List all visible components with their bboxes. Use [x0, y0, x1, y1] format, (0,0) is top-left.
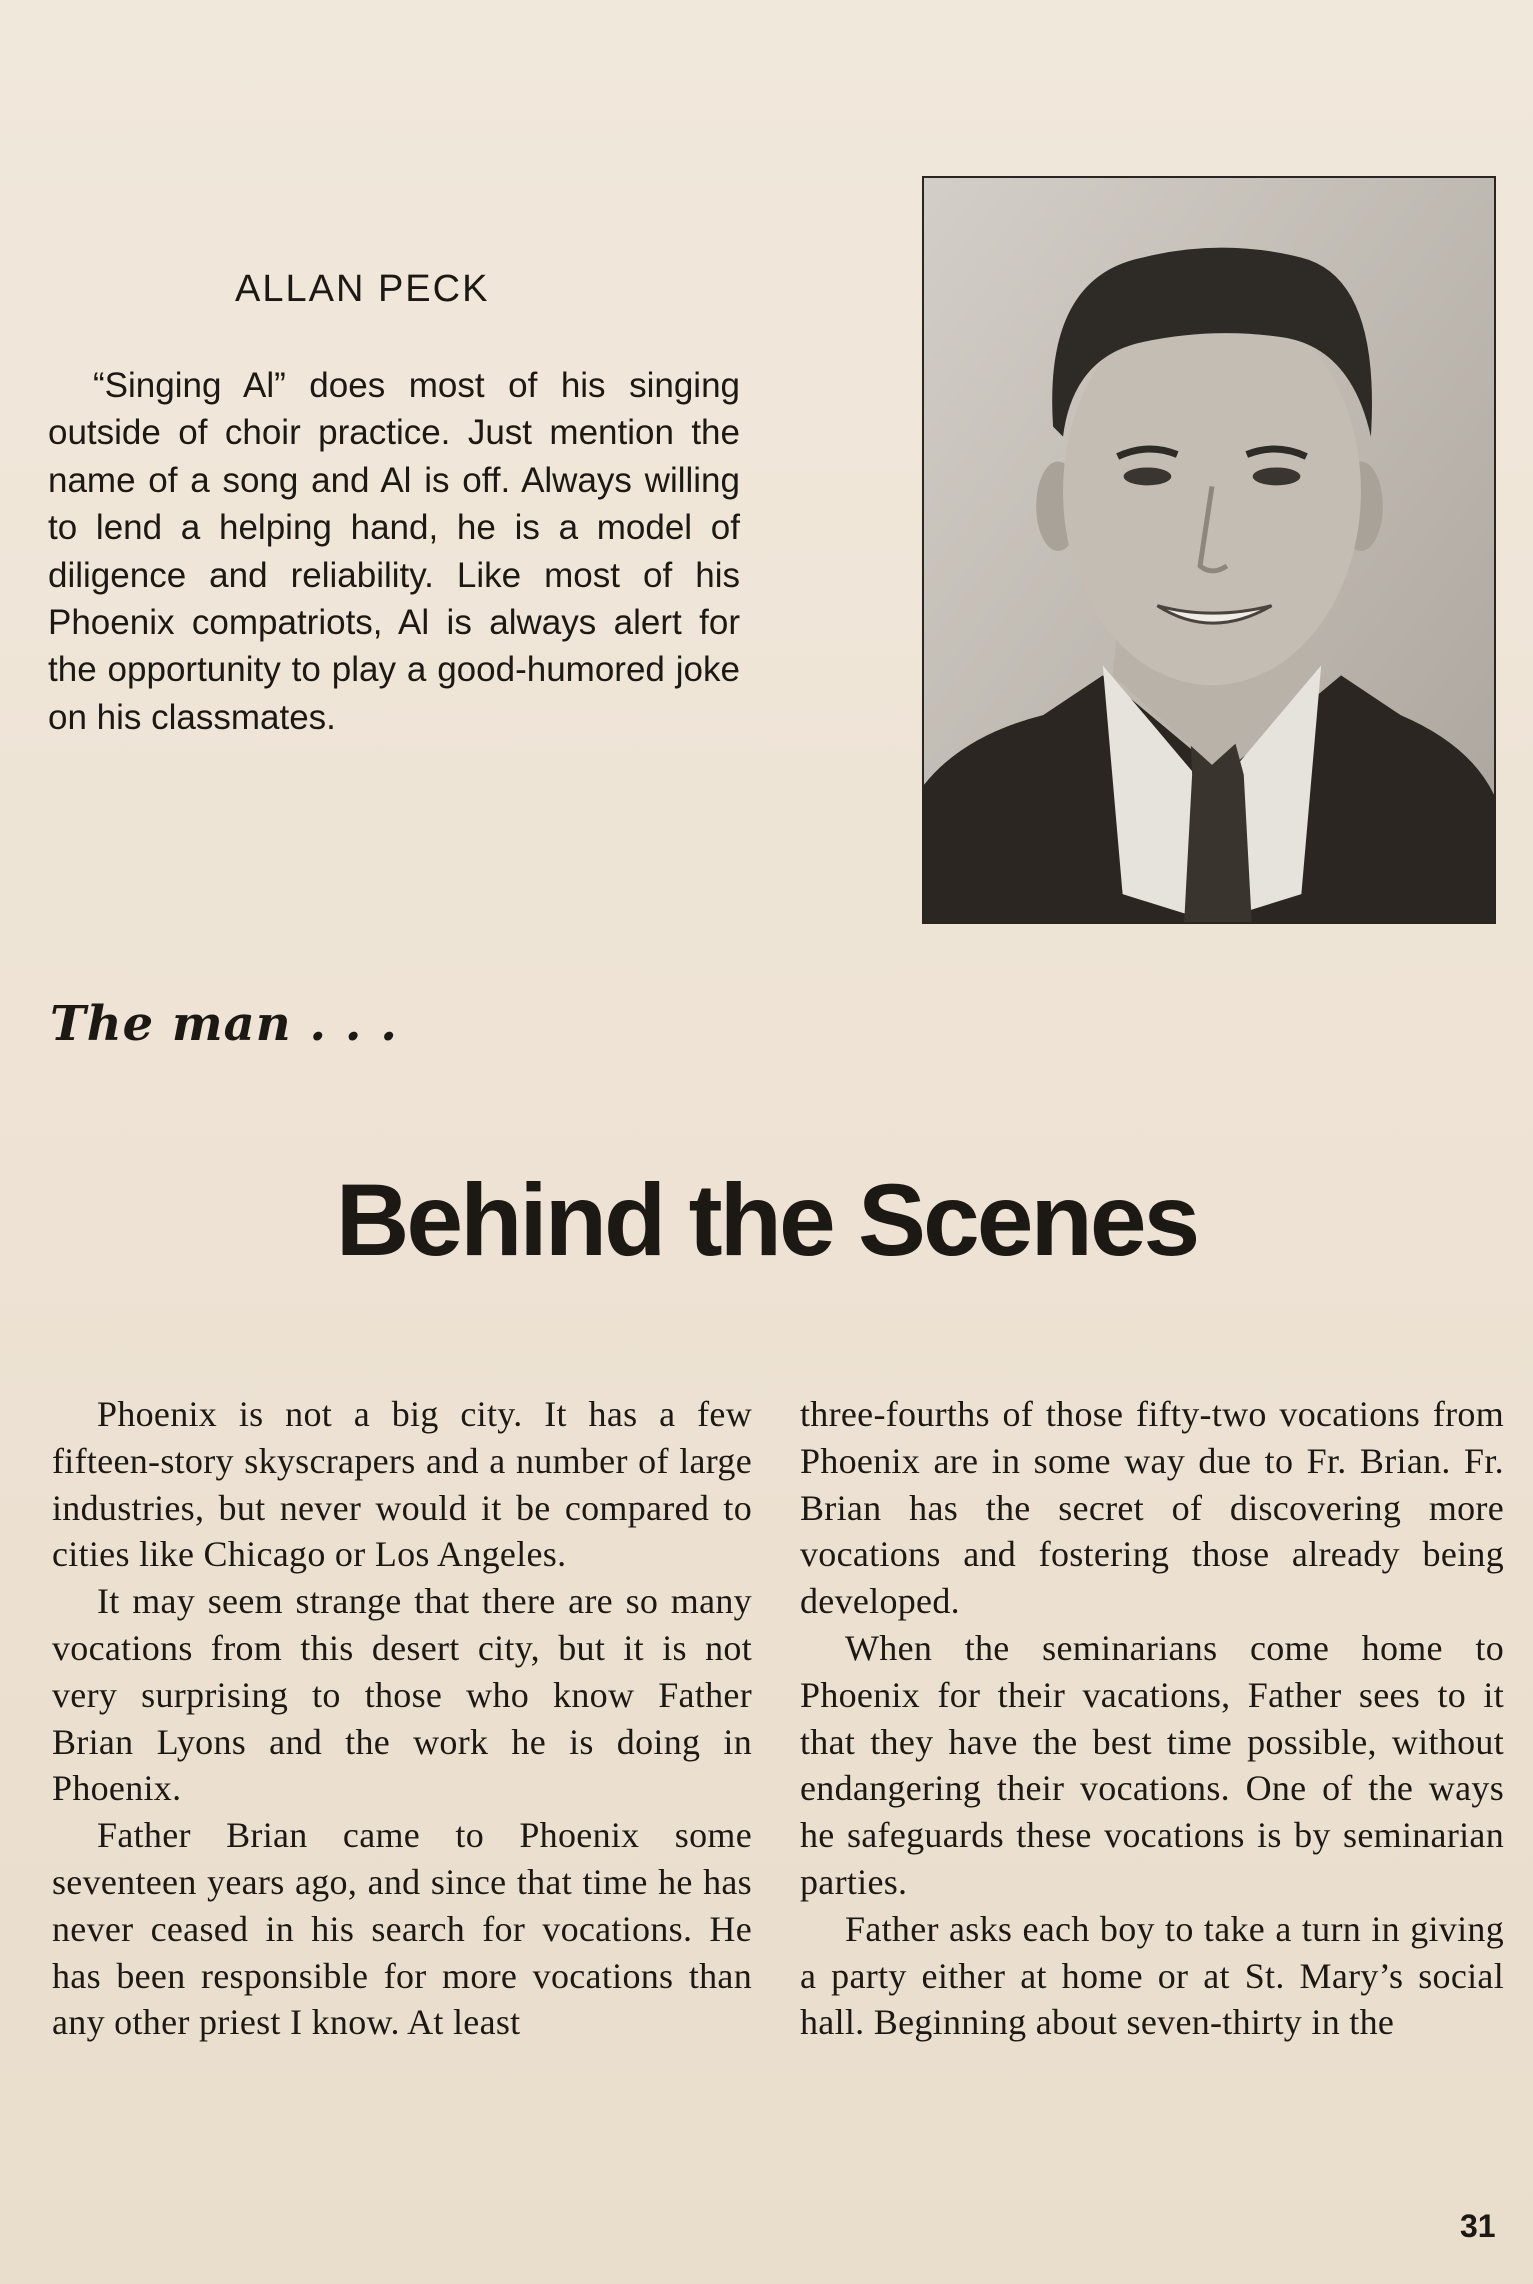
- article-column-left: [52, 1391, 752, 2046]
- article-headline: Behind the Scenes: [335, 1163, 1198, 1277]
- profile-bio-text: “Singing Al” does most of his singing outside of choir practice. Just mention the name of a song and Al is off. Always willing to lend a helping hand, he is a model of diligence and reliability. Like most of his Phoenix compatriots, Al is always alert for the opportunity to play a good-humored joke on his classmates.: [48, 366, 740, 737]
- profile-name: ALLAN PECK: [235, 268, 490, 310]
- article-kicker: The man . . .: [50, 996, 398, 1052]
- portrait-image: [924, 178, 1494, 922]
- paragraph: When the seminarians come home to Phoenix for their vacations, Father sees to it that they have the best time possible, without endangering their vocations. One of the ways he safeguards these vocations is by seminarian parties.: [800, 1627, 1504, 1902]
- profile-bio: [48, 362, 740, 741]
- portrait-photo: [922, 176, 1496, 924]
- article-column-right: [800, 1391, 1504, 2046]
- paragraph: Phoenix is not a big city. It has a few fifteen-story skyscrapers and a number of large industries, but never would it be compared to cities like Chicago or Los Angeles.: [52, 1394, 752, 1575]
- paragraph: Father asks each boy to take a turn in giving a party either at home or at St. Mary’s social hall. Beginning about seven-thirty in the: [800, 1908, 1504, 2043]
- paragraph: It may seem strange that there are so many vocations from this desert city, but it is not very surprising to those who know Father Brian Lyons and the work he is doing in Phoenix.: [52, 1581, 752, 1809]
- page-number: 31: [1460, 2208, 1496, 2244]
- paragraph: Father Brian came to Phoenix some seventeen years ago, and since that time he has never ceased in his search for vocations. He has been responsible for more vocations than any other priest I know. At least: [52, 1815, 752, 2043]
- paragraph: three-fourths of those fifty-two vocations from Phoenix are in some way due to Fr. Brian. Fr. Brian has the secret of discovering more vocations and fostering those already being developed.: [800, 1394, 1504, 1622]
